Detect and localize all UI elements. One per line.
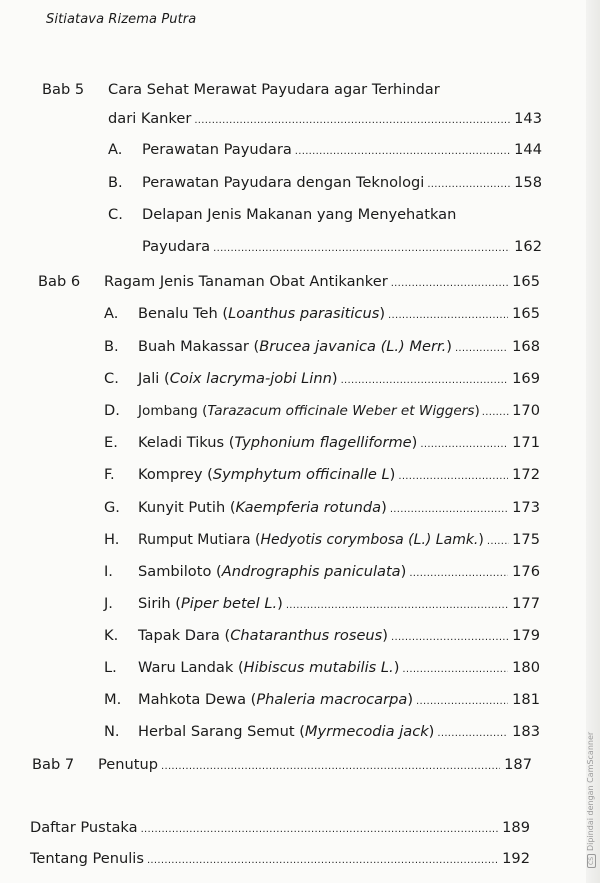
entry-label: H. <box>104 531 120 548</box>
entry-page: 172 <box>512 466 540 483</box>
entry-title: dari Kanker <box>108 110 192 127</box>
entry-page: 187 <box>504 756 532 773</box>
entry-title: Ragam Jenis Tanaman Obat Antikanker <box>104 273 388 290</box>
entry-page: 175 <box>512 531 540 548</box>
entry-page: 177 <box>512 595 540 612</box>
entry-title: Mahkota Dewa (Phaleria macrocarpa) <box>138 691 414 708</box>
entry-title: Daftar Pustaka <box>30 819 138 836</box>
dot-leader <box>341 374 509 388</box>
dot-leader <box>437 727 508 741</box>
entry-title: Perawatan Payudara dengan Teknologi <box>142 174 425 191</box>
entry-title: Benalu Teh (Loanthus parasiticus) <box>138 305 386 322</box>
entry-page: 192 <box>502 850 530 867</box>
entry-title: Herbal Sarang Semut (Myrmecodia jack) <box>138 723 435 740</box>
entry-page: 158 <box>514 174 542 191</box>
entry-page: 179 <box>512 627 540 644</box>
entry-label: G. <box>104 499 120 516</box>
entry-label: E. <box>104 434 118 451</box>
toc-entry-6a <box>104 305 540 323</box>
toc-entry-6m <box>104 691 540 709</box>
entry-label: C. <box>108 206 123 223</box>
dot-leader <box>295 145 510 159</box>
dot-leader <box>147 854 498 868</box>
entry-label: B. <box>108 174 123 191</box>
dot-leader <box>427 178 510 192</box>
entry-label: L. <box>104 659 117 676</box>
watermark-text: Dipindai dengan CamScanner <box>586 731 595 851</box>
dot-leader <box>390 503 508 517</box>
toc-entry-bab6 <box>38 273 540 291</box>
toc-entry-6l <box>104 659 540 677</box>
scanner-watermark <box>586 732 596 868</box>
toc-entry-5b <box>108 174 542 192</box>
entry-page: 143 <box>514 110 542 127</box>
entry-label: C. <box>104 370 119 387</box>
toc-entry-6c <box>104 370 540 388</box>
toc-entry-6n <box>104 723 540 741</box>
toc-entry-6h <box>104 531 540 549</box>
toc-entry-5c <box>108 206 542 224</box>
entry-title: Perawatan Payudara <box>142 141 292 158</box>
toc-entry-6e <box>104 434 540 452</box>
entry-label: I. <box>104 563 113 580</box>
dot-leader <box>161 760 500 774</box>
dot-leader <box>213 242 510 256</box>
dot-leader <box>391 277 508 291</box>
toc-entry-6b <box>104 338 540 356</box>
entry-page: 162 <box>514 238 542 255</box>
entry-title: Sirih (Piper betel L.) <box>138 595 283 612</box>
entry-label: A. <box>108 141 123 158</box>
entry-page: 173 <box>512 499 540 516</box>
entry-page: 176 <box>512 563 540 580</box>
entry-page: 168 <box>512 338 540 355</box>
entry-label: J. <box>104 595 113 612</box>
entry-page: 183 <box>512 723 540 740</box>
entry-title: Penutup <box>98 756 158 773</box>
toc-entry-6i <box>104 563 540 581</box>
entry-title: Kunyit Putih (Kaempferia rotunda) <box>138 499 387 516</box>
entry-title: Cara Sehat Merawat Payudara agar Terhindar <box>108 81 440 98</box>
entry-page: 171 <box>512 434 540 451</box>
entry-page: 170 <box>512 402 540 419</box>
dot-leader <box>286 599 508 613</box>
entry-title: Sambiloto (Andrographis paniculata) <box>138 563 407 580</box>
dot-leader <box>482 406 510 420</box>
toc-entry-6g <box>104 499 540 517</box>
entry-page: 165 <box>512 305 540 322</box>
dot-leader <box>391 631 508 645</box>
entry-page: 144 <box>514 141 542 158</box>
toc-entry-6d <box>104 402 540 420</box>
toc-entry-tentang-penulis <box>30 850 530 868</box>
entry-title: Komprey (Symphytum officinalle L) <box>138 466 396 483</box>
entry-page: 165 <box>512 273 540 290</box>
entry-label: Bab 7 <box>32 756 75 773</box>
entry-label: B. <box>104 338 119 355</box>
entry-title: Rumput Mutiara (Hedyotis corymbosa (L.) Lamk.) <box>138 532 484 548</box>
entry-title: Jombang (Tarazacum officinale Weber et Wiggers) <box>138 403 480 419</box>
entry-label: M. <box>104 691 122 708</box>
entry-label: K. <box>104 627 119 644</box>
running-head: Sitiatava Rizema Putra <box>46 12 197 27</box>
toc-entry-bab5 <box>42 81 542 99</box>
dot-leader <box>402 663 508 677</box>
toc-entry-5a <box>108 141 542 159</box>
entry-page: 181 <box>512 691 540 708</box>
entry-title: Waru Landak (Hibiscus mutabilis L.) <box>138 659 400 676</box>
dot-leader <box>194 114 510 128</box>
dot-leader <box>455 342 508 356</box>
entry-title: Payudara <box>142 238 211 255</box>
toc-entry-6j <box>104 595 540 613</box>
entry-label: N. <box>104 723 120 740</box>
entry-label: F. <box>104 466 115 483</box>
dot-leader <box>398 470 508 484</box>
entry-title: Tentang Penulis <box>30 850 144 867</box>
entry-label: Bab 6 <box>38 273 81 290</box>
toc-entry-6k <box>104 627 540 645</box>
dot-leader <box>416 695 508 709</box>
entry-label: D. <box>104 402 120 419</box>
entry-title: Delapan Jenis Makanan yang Menyehatkan <box>142 206 457 223</box>
entry-title: Buah Makassar (Brucea javanica (L.) Merr.) <box>138 338 452 355</box>
entry-title: Tapak Dara (Chataranthus roseus) <box>138 627 388 644</box>
entry-title: Keladi Tikus (Typhonium flagelliforme) <box>138 434 418 451</box>
toc-entry-5c-cont <box>142 238 542 256</box>
dot-leader <box>388 309 508 323</box>
toc-entry-daftar-pustaka <box>30 819 530 837</box>
toc-entry-bab7 <box>32 756 532 774</box>
entry-label: A. <box>104 305 119 322</box>
entry-title: Jali (Coix lacryma-jobi Linn) <box>138 370 338 387</box>
entry-page: 189 <box>502 819 530 836</box>
dot-leader <box>487 535 509 549</box>
entry-label: Bab 5 <box>42 81 85 98</box>
dot-leader <box>409 567 508 581</box>
dot-leader <box>141 823 499 837</box>
camscanner-icon: CS <box>587 854 596 868</box>
entry-page: 180 <box>512 659 540 676</box>
dot-leader <box>420 438 508 452</box>
toc-entry-6f <box>104 466 540 484</box>
toc-entry-bab5-cont <box>108 110 542 128</box>
entry-page: 169 <box>512 370 540 387</box>
